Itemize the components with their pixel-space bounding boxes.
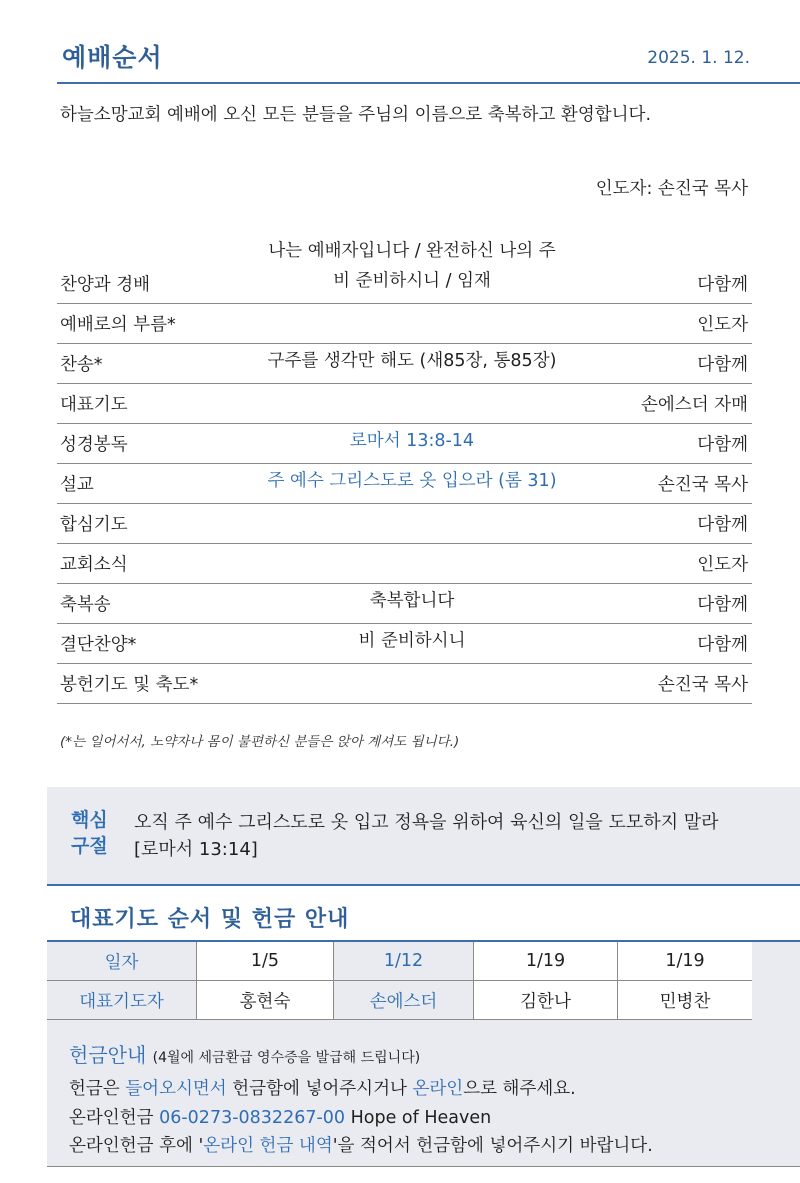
offering-highlight: 들어오시면서 [125,1079,227,1099]
order-item-name: 설교 [60,475,94,495]
order-row [57,424,752,464]
offering-text: 온라인헌금 후에 ' [69,1136,204,1156]
order-item-who: 다함께 [697,435,748,455]
order-item-name: 봉헌기도 및 축도* [60,675,199,695]
order-item-name: 교회소식 [60,555,128,575]
date-cell: 1/5 [197,942,334,981]
order-item-content [217,236,607,296]
prayer-leader-cell: 김한나 [474,981,618,1020]
offering-line [69,1104,491,1129]
offering-title: 헌금안내 [69,1043,147,1067]
key-verse-reference: [로마서 13:14] [134,839,258,860]
prayer-offering-panel [47,942,800,1167]
order-item-who: 다함께 [697,275,748,295]
offering-title-note: (4월에 세금환급 영수증을 발급해 드립니다) [152,1050,421,1066]
section-title: 대표기도 순서 및 헌금 안내 [70,907,350,932]
key-verse-label [71,807,108,859]
bank-account-number: 06-0273-0832267-00 [159,1108,346,1128]
offering-text: '을 적어서 헌금함에 넣어주시기 바랍니다. [332,1136,653,1156]
bottom-divider [47,1166,800,1167]
offering-text: 온라인헌금 [69,1108,160,1128]
order-item-content: 비 준비하시니 [358,631,466,651]
verse-divider [47,884,800,886]
standing-note: (*는 일어서서, 노약자나 몸이 불편하신 분들은 앉아 계셔도 됩니다.) [60,734,460,750]
offering-line [69,1075,576,1100]
order-item-who: 인도자 [697,315,748,335]
prayer-leader-header: 대표기도자 [47,981,197,1020]
order-item-name: 대표기도 [60,395,128,415]
order-item-who: 다함께 [697,595,748,615]
service-date: 2025. 1. 12. [647,48,750,68]
order-item-who: 인도자 [697,555,748,575]
page-title: 예배순서 [62,43,163,72]
account-holder: Hope of Heaven [345,1108,492,1128]
prayer-schedule-table [47,942,752,1020]
scripture-reading: 로마서 13:8-14 [349,431,475,451]
order-row [57,384,752,424]
offering-highlight: 온라인 헌금 내역 [203,1136,333,1156]
order-item-who: 다함께 [697,355,748,375]
order-row [57,304,752,344]
order-item-content: 축복합니다 [369,591,455,611]
order-row [57,464,752,504]
order-item-name: 축복송 [60,595,111,615]
key-verse-box [47,787,800,884]
order-item-who: 손진국 목사 [657,675,748,695]
content-line: 나는 예배자입니다 / 완전하신 나의 주 [268,241,556,261]
order-item-who: 다함께 [697,635,748,655]
offering-text: 으로 해주세요. [463,1079,576,1099]
sermon-title: 주 예수 그리스도로 옷 입으라 (롬 31) [267,471,557,491]
order-item-content: 구주를 생각만 해도 (새85장, 통85장) [267,351,557,371]
order-row [57,664,752,704]
order-item-name: 성경봉독 [60,435,128,455]
order-item-name: 찬송* [60,355,103,375]
order-row [57,584,752,624]
key-verse-text [134,809,719,863]
order-item-name: 합심기도 [60,515,128,535]
prayer-leader-cell: 홍현숙 [197,981,334,1020]
order-row [57,624,752,664]
offering-line [69,1132,653,1157]
key-verse-label-line: 핵심 [71,809,108,831]
offering-heading [69,1039,420,1068]
table-row [47,981,752,1020]
prayer-leader-cell: 민병찬 [618,981,753,1020]
order-item-name: 결단찬양* [60,635,137,655]
prayer-leader-cell-current: 손에스더 [334,981,474,1020]
order-item-who: 손진국 목사 [657,475,748,495]
welcome-message: 하늘소망교회 예배에 오신 모든 분들을 주님의 이름으로 축복하고 환영합니다. [60,105,652,125]
date-cell: 1/19 [474,942,618,981]
offering-highlight: 온라인 [412,1079,464,1099]
content-line: 비 준비하시니 / 임재 [333,271,491,291]
header-divider [57,82,800,84]
order-item-who: 손에스더 자매 [641,395,748,415]
key-verse-line: 오직 주 예수 그리스도로 옷 입고 정욕을 위하여 육신의 일을 도모하지 말라 [134,812,719,833]
table-row [47,942,752,981]
key-verse-label-line: 구절 [71,835,108,857]
order-of-service [57,243,752,704]
order-item-name: 찬양과 경배 [60,275,151,295]
order-item-name: 예배로의 부름* [60,315,176,335]
order-item-who: 다함께 [697,515,748,535]
order-row [57,243,752,304]
date-cell-current: 1/12 [334,942,474,981]
offering-text: 헌금은 [69,1079,126,1099]
order-row [57,504,752,544]
service-leader: 인도자: 손진국 목사 [595,179,748,199]
offering-text: 헌금함에 넣어주시거나 [226,1079,413,1099]
date-cell: 1/19 [618,942,753,981]
order-row [57,344,752,384]
date-header: 일자 [47,942,197,981]
order-row [57,544,752,584]
